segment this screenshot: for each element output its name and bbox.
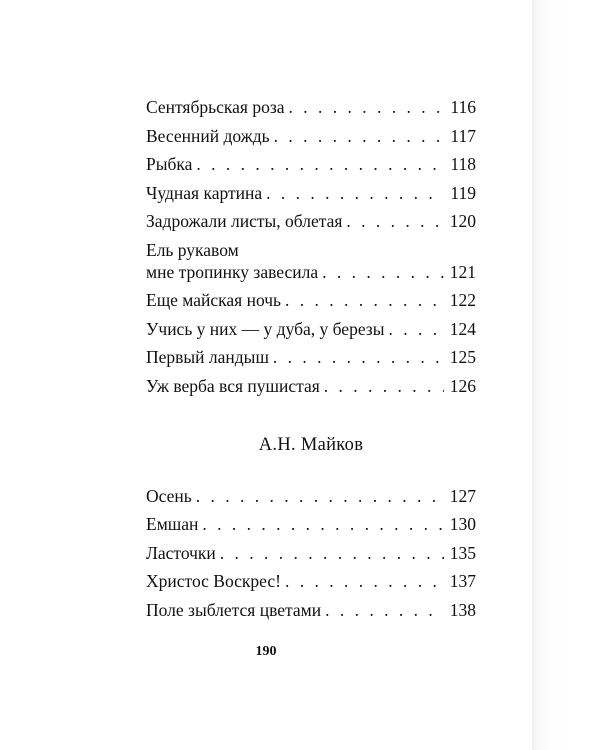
- toc-entry: [146, 542, 476, 564]
- entry-page-number: 138: [449, 599, 476, 620]
- entry-title: Осень: [146, 485, 192, 506]
- entry-page-number: 127: [449, 485, 476, 506]
- dot-leader: [196, 485, 444, 507]
- toc-entry: [146, 346, 476, 368]
- entry-title: Поле зыблется цветами: [146, 599, 322, 620]
- entry-title: Сентябрьская роза: [146, 97, 285, 117]
- dot-leader: [285, 289, 444, 311]
- author-heading: А.Н. Майков: [258, 434, 364, 455]
- dot-leader: [196, 153, 444, 175]
- entry-title: Ласточки: [146, 542, 216, 563]
- entry-page-number: 120: [449, 211, 476, 231]
- entry-title: Первый ландыш: [146, 347, 269, 367]
- entry-page-number: 117: [450, 125, 476, 146]
- entry-title: Задрожали листы, облетая: [146, 211, 343, 231]
- dot-leader: [220, 542, 444, 564]
- entry-title: Чудная картина: [146, 182, 263, 203]
- entry-page-number: 130: [449, 514, 476, 534]
- dot-leader: [289, 96, 445, 118]
- entry-title: Весенний дождь: [146, 125, 270, 146]
- dot-leader: [346, 210, 443, 232]
- entry-title: Еще майская ночь: [146, 290, 282, 310]
- toc-entry: [146, 210, 476, 232]
- entry-title: Учись у них — у дуба, у березы: [146, 318, 385, 339]
- entry-page-number: 135: [449, 542, 476, 563]
- entry-title: Христос Воскрес!: [146, 571, 281, 591]
- toc-entry: [146, 570, 476, 592]
- dot-leader: [322, 261, 444, 283]
- entry-page-number: 125: [449, 347, 476, 367]
- toc-entry: [146, 125, 476, 147]
- entry-page-number: 122: [449, 290, 476, 310]
- toc-entry: [146, 375, 476, 397]
- toc-entry: [146, 513, 476, 535]
- entry-title: [146, 239, 318, 283]
- toc-entry: [146, 153, 476, 175]
- dot-leader: [202, 513, 443, 535]
- toc-entry: [146, 182, 476, 204]
- dot-leader: [388, 318, 443, 340]
- page-number: 190: [255, 644, 277, 659]
- page-edge-shadow: [532, 0, 600, 750]
- dot-leader: [273, 346, 444, 368]
- entry-title: Уж верба вся пушистая: [146, 375, 320, 396]
- dot-leader: [266, 182, 444, 204]
- entry-title-line-2: мне тропинку завесила: [146, 261, 319, 282]
- toc-entry: [146, 96, 476, 118]
- dot-leader: [274, 125, 445, 147]
- entry-page-number: 121: [449, 261, 476, 282]
- entry-page-number: 126: [449, 375, 476, 396]
- toc-entry: [146, 485, 476, 507]
- toc-entry: [146, 289, 476, 311]
- dot-leader: [285, 570, 444, 592]
- dot-leader: [325, 599, 444, 621]
- entry-title: Рыбка: [146, 154, 193, 174]
- entry-page-number: 118: [450, 154, 476, 174]
- toc-entry: [146, 599, 476, 621]
- entry-page-number: 116: [450, 97, 476, 117]
- toc-entry: [146, 318, 476, 340]
- entry-page-number: 137: [449, 571, 476, 591]
- entry-title-line-1: Ель рукавом: [146, 239, 239, 260]
- toc-entry: [146, 239, 476, 283]
- table-of-contents: [146, 96, 476, 627]
- entry-page-number: 119: [450, 182, 476, 203]
- dot-leader: [324, 375, 444, 397]
- entry-title: Емшан: [146, 514, 199, 534]
- entry-page-number: 124: [449, 318, 476, 339]
